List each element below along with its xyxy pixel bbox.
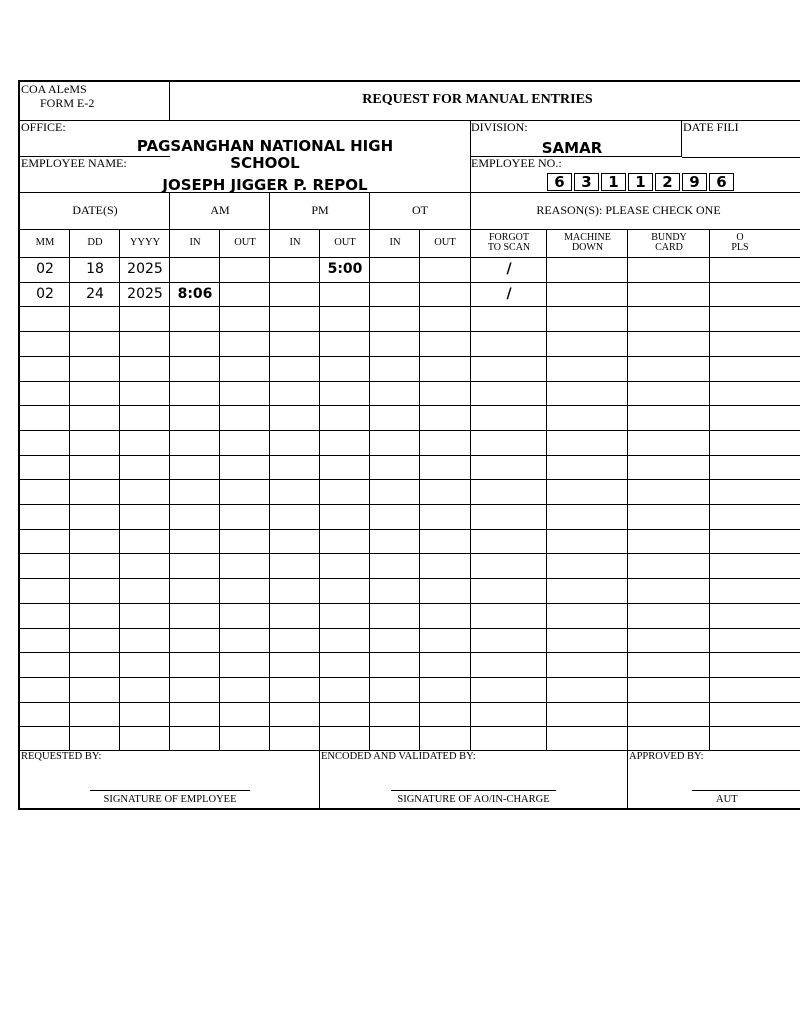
table-row	[20, 726, 800, 751]
cell-machine	[547, 257, 628, 281]
col-others-line2: PLS	[731, 242, 749, 253]
col-am-out: OUT	[234, 237, 256, 248]
col-machine-line1: MACHINE	[564, 232, 611, 243]
cell-mm: 02	[36, 285, 54, 302]
divider	[20, 430, 800, 431]
cell-pm-out: 5:00	[327, 261, 363, 277]
employee-signature-line	[90, 790, 250, 791]
col-ot-in: IN	[389, 237, 401, 248]
form-code-line1: COA ALeMS	[21, 82, 87, 96]
col-mm: MM	[35, 237, 55, 248]
divider	[681, 120, 682, 157]
authority-signature-line	[692, 790, 800, 791]
col-machine-line2: DOWN	[571, 242, 604, 253]
col-ot-out: OUT	[434, 237, 456, 248]
cell-dd: 24	[86, 285, 104, 302]
table-row	[20, 455, 800, 480]
table-row	[20, 479, 800, 504]
cell-others	[710, 282, 800, 306]
divider	[20, 306, 800, 307]
employee-no-digit: 1	[601, 173, 626, 191]
cell-bundy	[628, 282, 710, 306]
col-dd: DD	[87, 237, 103, 248]
employee-signature-caption: SIGNATURE OF EMPLOYEE	[103, 794, 237, 805]
divider	[20, 381, 800, 382]
cell-ot-in	[370, 257, 420, 281]
office-label: OFFICE:	[21, 120, 66, 134]
approved-by-label: APPROVED BY:	[629, 751, 704, 762]
table-row	[20, 306, 800, 331]
cell-bundy	[628, 257, 710, 281]
ao-signature-caption: SIGNATURE OF AO/IN-CHARGE	[397, 794, 550, 805]
col-pm-out: OUT	[334, 237, 356, 248]
dates-group-header: DATE(S)	[72, 203, 118, 217]
requested-by-label: REQUESTED BY:	[21, 751, 102, 762]
employee-no-label: EMPLOYEE NO.:	[471, 156, 562, 170]
manual-entries-form	[18, 80, 800, 810]
cell-yyyy: 2025	[127, 261, 163, 277]
ot-group-header: OT	[412, 203, 428, 217]
cell-machine	[547, 282, 628, 306]
table-row	[20, 702, 800, 727]
cell-ot-out	[420, 282, 470, 306]
table-row	[20, 282, 800, 307]
cell-mm: 02	[36, 261, 54, 277]
cell-others	[710, 257, 800, 281]
table-row	[20, 405, 800, 430]
table-row	[20, 628, 800, 653]
office-value-line2: SCHOOL	[230, 154, 300, 172]
cell-yyyy: 2025	[127, 285, 163, 302]
form-title: REQUEST FOR MANUAL ENTRIES	[362, 92, 593, 107]
employee-no-digit: 2	[655, 173, 680, 191]
employee-no-digit: 6	[547, 173, 572, 191]
cell-am-in	[170, 257, 220, 281]
cell-am-out	[220, 257, 270, 281]
employee-name-label: EMPLOYEE NAME:	[21, 156, 127, 170]
table-row	[20, 504, 800, 529]
encoded-by-label: ENCODED AND VALIDATED BY:	[321, 751, 476, 762]
employee-no-digit: 3	[574, 173, 599, 191]
table-row	[20, 578, 800, 603]
table-row	[20, 553, 800, 578]
pm-group-header: PM	[311, 203, 329, 217]
office-value-line1: PAGSANGHAN NATIONAL HIGH	[136, 137, 394, 155]
divider	[20, 628, 800, 629]
cell-ot-in	[370, 282, 420, 306]
col-forgot-line2: TO SCAN	[487, 242, 531, 253]
divider	[20, 578, 800, 579]
cell-ot-out	[420, 257, 470, 281]
divider	[20, 726, 800, 727]
divider	[20, 603, 800, 604]
divider	[20, 529, 800, 530]
table-row	[20, 331, 800, 356]
divider	[20, 702, 800, 703]
divider	[20, 192, 800, 193]
divider	[20, 504, 800, 505]
authority-signature-caption: AUT	[716, 794, 738, 805]
table-row	[20, 257, 800, 282]
cell-pm-out	[320, 282, 370, 306]
table-row	[20, 381, 800, 406]
divider	[319, 750, 320, 808]
divider	[20, 455, 800, 456]
divider	[20, 331, 800, 332]
table-row	[20, 529, 800, 554]
divider	[20, 405, 800, 406]
am-group-header: AM	[210, 203, 230, 217]
cell-pm-in	[270, 282, 320, 306]
col-others-line1: O	[736, 232, 744, 243]
divider	[20, 229, 800, 230]
date-filed-label: DATE FILI	[683, 120, 739, 134]
divider	[169, 82, 170, 120]
table-row	[20, 356, 800, 381]
employee-no-digit: 9	[682, 173, 707, 191]
col-yyyy: YYYY	[129, 237, 161, 248]
divider	[20, 652, 800, 653]
cell-am-out	[220, 282, 270, 306]
divider	[20, 479, 800, 480]
table-row	[20, 677, 800, 702]
reasons-group-header: REASON(S): PLEASE CHECK ONE	[536, 203, 721, 217]
cell-pm-in	[270, 257, 320, 281]
cell-forgot: /	[506, 285, 512, 302]
table-row	[20, 430, 800, 455]
employee-no-digit: 1	[628, 173, 653, 191]
divider	[20, 356, 800, 357]
table-row	[20, 652, 800, 677]
division-label: DIVISION:	[471, 120, 528, 134]
employee-name-value: JOSEPH JIGGER P. REPOL	[162, 176, 368, 194]
cell-am-in: 8:06	[177, 285, 213, 302]
form-code-line2: FORM E-2	[40, 96, 95, 110]
divider	[20, 553, 800, 554]
employee-no-digit: 6	[709, 173, 734, 191]
col-forgot-line1: FORGOT	[488, 232, 529, 243]
division-value: SAMAR	[541, 139, 603, 157]
ao-signature-line	[391, 790, 556, 791]
divider	[20, 677, 800, 678]
table-row	[20, 603, 800, 628]
divider	[627, 750, 628, 808]
divider	[682, 157, 800, 158]
col-pm-in: IN	[289, 237, 301, 248]
col-bundy-line1: BUNDY	[651, 232, 687, 243]
cell-forgot: /	[506, 261, 512, 277]
col-bundy-line2: CARD	[655, 242, 683, 253]
col-am-in: IN	[189, 237, 201, 248]
cell-dd: 18	[86, 261, 104, 277]
